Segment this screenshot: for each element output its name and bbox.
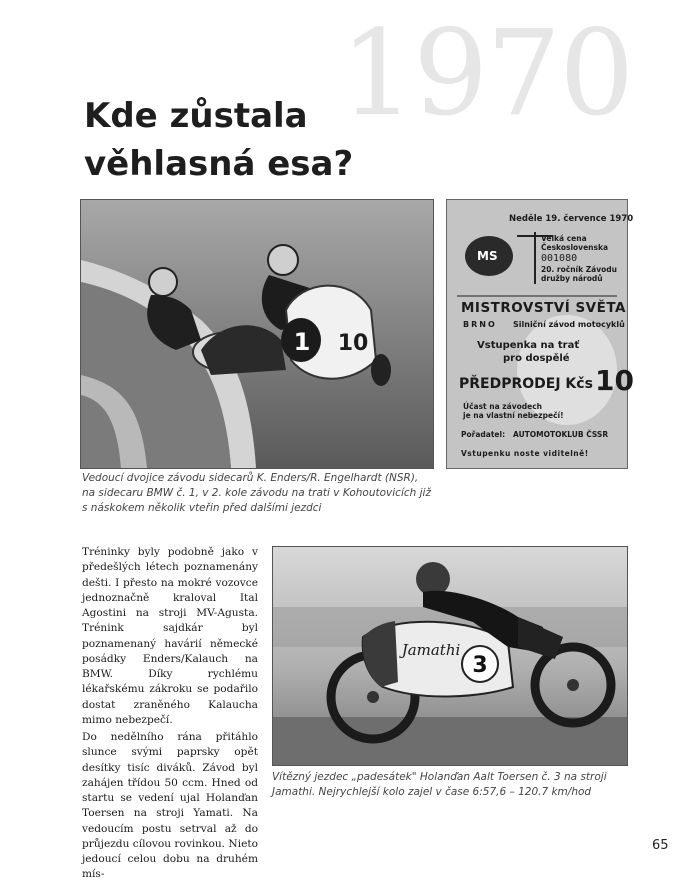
- ticket-serial: 001080: [541, 253, 578, 264]
- ticket-footer: Vstupenku noste viditelně!: [461, 449, 589, 458]
- sidecar-number: 1: [293, 328, 311, 356]
- sidecar-photo-illustration: [81, 200, 433, 468]
- motorcycle-photo-illustration: [273, 547, 627, 765]
- ticket-type-line2: pro dospělé: [503, 353, 570, 364]
- article-paragraph-1: Tréninky byly podobně jako v předešlých létech poznamenány dešti. I přesto na mokré vozovce jednoznačně kraloval Ital Agostini na stroji MV-Agusta. Trénink sajdkár byl poznamenaný havárií německé posádky Enders/Kalauch na BMW. Díky rychlému lékařskému zákroku se podařilo dostat zraněného Kalaucha mimo nebezpečí.: [82, 546, 258, 726]
- race-number: 3: [472, 653, 488, 678]
- page-title: [84, 92, 353, 188]
- ticket-event-line2: Československa: [541, 243, 609, 252]
- rider-number: 10: [337, 331, 369, 356]
- ticket-city: BRNO: [463, 320, 497, 329]
- ticket-presale: PŘEDPRODEJ Kčs: [459, 376, 593, 392]
- ticket-warning-line2: je na vlastní nebezpečí!: [463, 411, 564, 420]
- ticket-event-line1: Velká cena: [541, 234, 587, 243]
- race-ticket: [446, 199, 634, 469]
- ticket-organizer: AUTOMOTOKLUB ČSSR: [513, 430, 609, 439]
- ticket-price: 10: [595, 364, 634, 397]
- ticket-warning-line1: Účast na závodech: [463, 402, 542, 411]
- ticket-edition-line2: družby národů: [541, 274, 603, 283]
- ticket-championship: MISTROVSTVÍ SVĚTA: [461, 300, 626, 316]
- sidecar-photo: [80, 199, 434, 469]
- article-paragraph-2: Do nedělního rána přitáhlo slunce svými paprsky opět desítky tisíc diváků. Závod byl zahájen třídou 50 ccm. Hned od startu se vedení ujal Holanďan Toersen na stroji Yamati. Na vedoucím postu setrval až do průjezdu cílovou rovinkou. Nieto jedoucí celou dobu na druhém mís-: [82, 731, 258, 881]
- ticket-type-line1: Vstupenka na trať: [477, 340, 580, 351]
- year-watermark: 1970: [340, 4, 633, 142]
- ms-logo: MS: [477, 249, 498, 263]
- sidecar-photo-caption: Vedoucí dvojice závodu sidecarů K. Enders/R. Engelhardt (NSR), na sidecaru BMW č. 1, v 2. kole závodu na trati v Kohoutovicích již s náskokem několik vteřin před dalšími jezdci: [82, 472, 431, 514]
- ticket-edition-line1: 20. ročník Závodu: [541, 265, 617, 274]
- ticket-date: Neděle 19. července 1970: [509, 214, 634, 224]
- page-number: 65: [652, 838, 669, 853]
- article-body: [82, 545, 258, 883]
- title-line-2: věhlasná esa?: [84, 144, 354, 184]
- title-line-1: Kde zůstala: [84, 96, 308, 136]
- ticket-background: [447, 200, 627, 468]
- ticket-race-type: Silniční závod motocyklů: [513, 320, 625, 329]
- ticket-organizer-label: Pořadatel:: [461, 430, 506, 439]
- fairing-text: Jamathi: [401, 641, 461, 659]
- motorcycle-photo-caption: Vítězný jezdec „padesátek" Holanďan Aalt Toersen č. 3 na stroji Jamathi. Nejrychlejší kolo zajel v čase 6:57,6 – 120.7 km/hod: [272, 771, 607, 798]
- motorcycle-photo: [272, 546, 628, 766]
